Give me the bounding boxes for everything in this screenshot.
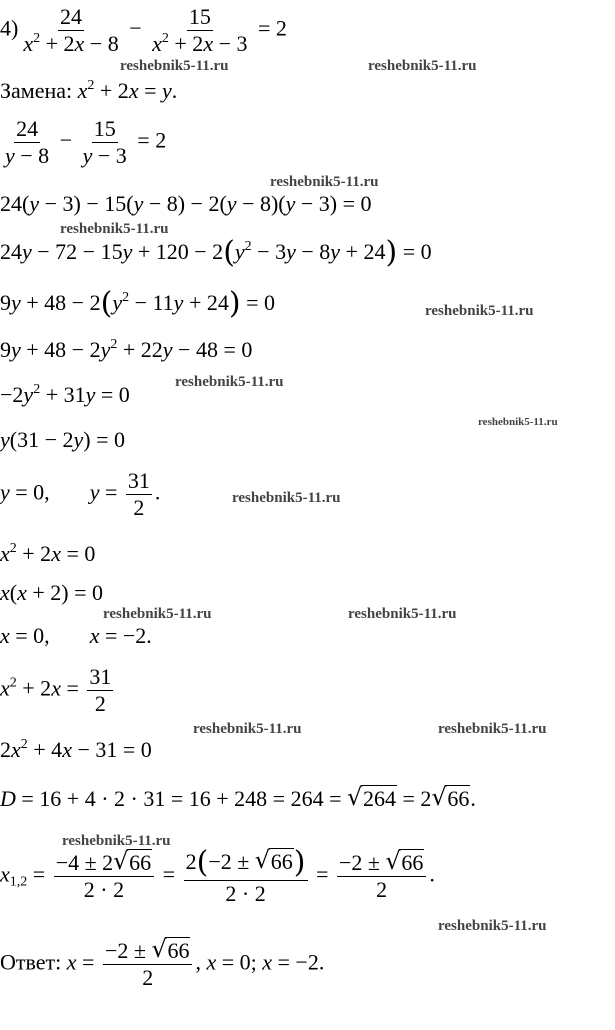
equation-line-6: $9y + 48 - 2(y^2 - 11y + 24) = 0$ — [0, 286, 275, 321]
equation-line-14: $x^2 + 2x$ = $\frac{31}{2}$ — [0, 664, 112, 716]
watermark: reshebnik5-11.ru — [478, 416, 558, 428]
fraction: $\frac{24}{x^2 + 2x - 8}$ — [23, 4, 119, 56]
watermark: reshebnik5-11.ru — [270, 174, 379, 190]
answer-label: Ответ: — [0, 949, 62, 975]
watermark: reshebnik5-11.ru — [60, 221, 169, 237]
watermark: reshebnik5-11.ru — [62, 833, 171, 849]
substitution-line: Замена: $x^2 + 2x = y$. — [0, 78, 178, 103]
watermark: reshebnik5-11.ru — [193, 721, 302, 737]
fraction: $\frac{2(-2 \pm √ 66)}{2 \cdot 2}$ — [184, 848, 308, 905]
equation-line-9: y(31 − 2y) = 0 — [0, 427, 125, 452]
watermark: reshebnik5-11.ru — [232, 490, 341, 506]
discriminant-line: D = 16 + 4 · 2 · 31 = 16 + 248 = 264 = √ 264 = 2√ 66. — [0, 788, 476, 810]
equation-line-4: 24(y − 3) − 15(y − 8) − 2(y − 8)(y − 3) = 0 — [0, 191, 372, 216]
roots-line: $x_{1,2}$ = $\frac{-4 \pm 2√ 66}{2 \cdot 2}$ = $\frac{2(-2 \pm √ 66)}{2 \cdot 2}$ = $\frac{-2 \pm √ 66}{2}$ . — [0, 848, 435, 905]
equation-line-11: $x^2 + 2x = 0$ — [0, 541, 96, 566]
watermark: reshebnik5-11.ru — [348, 606, 457, 622]
equation-line-15: $2x^2 + 4x - 31 = 0$ — [0, 737, 152, 762]
equation-line-13: x = 0, x = −2. — [0, 623, 152, 648]
fraction: $\frac{31}{2}$ — [89, 664, 112, 716]
fraction: $\frac{15}{y - 3}$ — [82, 116, 127, 168]
equation-line-10: y = 0, y = $\frac{31}{2}$ . — [0, 468, 161, 520]
watermark: reshebnik5-11.ru — [425, 303, 534, 319]
watermark: reshebnik5-11.ru — [438, 721, 547, 737]
equation-line-1: 4) $\frac{24}{x^2 + 2x - 8}$ − $\frac{15}{x^2 + 2x - 3}$ = 2 — [0, 4, 287, 56]
equation-line-8: $-2y^2 + 31y = 0$ — [0, 382, 130, 407]
fraction: $\frac{-2 \pm √ 66}{2}$ — [337, 852, 426, 901]
fraction: $\frac{24}{y - 8}$ — [5, 116, 50, 168]
watermark: reshebnik5-11.ru — [438, 918, 547, 934]
fraction: $\frac{-2 \pm √ 66}{2}$ — [103, 940, 192, 989]
watermark: reshebnik5-11.ru — [368, 58, 477, 74]
equation-line-5: $24y - 72 - 15y + 120 - 2(y^2 - 3y - 8y + 24) = 0$ — [0, 235, 432, 270]
equation-line-12: x(x + 2) = 0 — [0, 580, 103, 605]
problem-number: 4) — [0, 15, 19, 41]
square-root: √ 66 — [432, 788, 470, 810]
answer-line: Ответ: x = $\frac{-2 \pm √ 66}{2}$ , x = 0; x = −2. — [0, 940, 324, 989]
watermark: reshebnik5-11.ru — [175, 374, 284, 390]
fraction: $\frac{-4 \pm 2√ 66}{2 \cdot 2}$ — [54, 852, 154, 901]
fraction: $\frac{15}{x^2 + 2x - 3}$ — [152, 4, 248, 56]
substitution-label: Замена: — [0, 78, 73, 103]
square-root: √ 264 — [348, 788, 397, 810]
equation-line-7: $9y + 48 - 2y^2 + 22y - 48 = 0$ — [0, 337, 253, 362]
watermark: reshebnik5-11.ru — [103, 606, 212, 622]
watermark: reshebnik5-11.ru — [120, 58, 229, 74]
equation-line-3: $\frac{24}{y - 8}$ − $\frac{15}{y - 3}$ = 2 — [5, 116, 167, 168]
fraction: $\frac{31}{2}$ — [127, 468, 150, 520]
